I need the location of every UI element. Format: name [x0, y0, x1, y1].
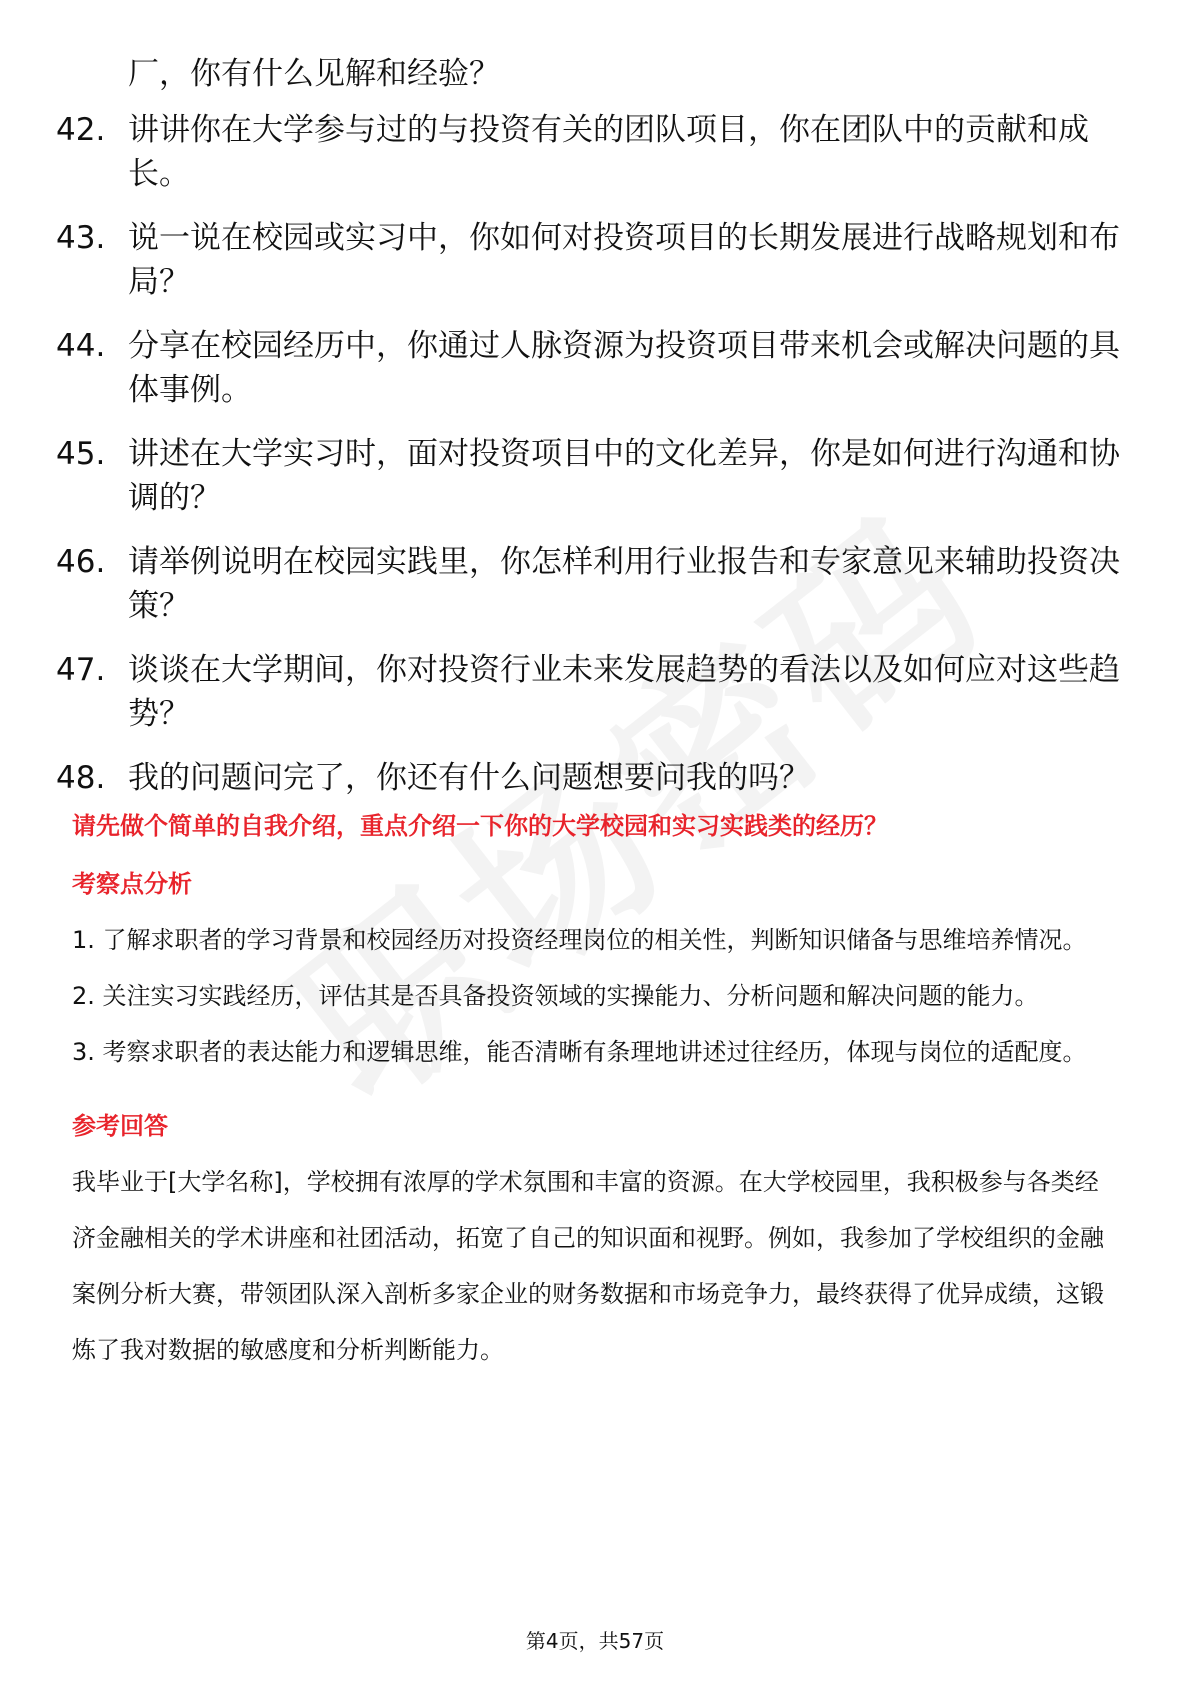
question-text: 谈谈在大学期间，你对投资行业未来发展趋势的看法以及如何应对这些趋势？ — [128, 652, 1120, 732]
question-continuation: 厂，你有什么见解和经验？ — [128, 56, 500, 92]
question-number: 42. — [56, 112, 106, 148]
question-item — [56, 216, 1136, 304]
question-text: 说一说在校园或实习中，你如何对投资项目的长期发展进行战略规划和布局？ — [128, 220, 1120, 300]
question-text: 讲讲你在大学参与过的与投资有关的团队项目，你在团队中的贡献和成长。 — [128, 112, 1089, 192]
analysis-heading: 考察点分析 — [72, 870, 192, 898]
question-item — [56, 432, 1136, 520]
question-text: 分享在校园经历中，你通过人脉资源为投资项目带来机会或解决问题的具体事例。 — [128, 328, 1120, 408]
answer-heading: 参考回答 — [72, 1112, 168, 1140]
analysis-point: 3. 考察求职者的表达能力和逻辑思维，能否清晰有条理地讲述过往经历，体现与岗位的适配度。 — [72, 1038, 1087, 1066]
question-item — [56, 108, 1136, 196]
question-number: 46. — [56, 544, 106, 580]
question-number: 44. — [56, 328, 106, 364]
question-number: 48. — [56, 760, 106, 796]
analysis-list — [72, 912, 1122, 1080]
question-number: 43. — [56, 220, 106, 256]
answer-paragraph: 我毕业于[大学名称]，学校拥有浓厚的学术氛围和丰富的资源。在大学校园里，我积极参与各类经济金融相关的学术讲座和社团活动，拓宽了自己的知识面和视野。例如，我参加了学校组织的金融案例分析大赛，带领团队深入剖析多家企业的财务数据和市场竞争力，最终获得了优异成绩，这锻炼了我对数据的敏感度和分析判断能力。 — [72, 1168, 1104, 1364]
page-footer: 第4页，共57页 — [525, 1629, 665, 1653]
question-number: 47. — [56, 652, 106, 688]
question-item — [56, 648, 1136, 736]
question-text: 请举例说明在校园实践里，你怎样利用行业报告和专家意见来辅助投资决策？ — [128, 544, 1120, 624]
analysis-point: 1. 了解求职者的学习背景和校园经历对投资经理岗位的相关性，判断知识储备与思维培养情况。 — [72, 926, 1087, 954]
question-item — [56, 540, 1136, 628]
detail-section — [72, 808, 1122, 1378]
question-number: 45. — [56, 436, 106, 472]
detail-question-heading: 请先做个简单的自我介绍，重点介绍一下你的大学校园和实习实践类的经历？ — [72, 812, 888, 840]
question-text: 我的问题问完了，你还有什么问题想要问我的吗？ — [128, 760, 810, 796]
question-list — [56, 108, 1136, 820]
question-item — [56, 324, 1136, 412]
question-text: 讲述在大学实习时，面对投资项目中的文化差异，你是如何进行沟通和协调的？ — [128, 436, 1120, 516]
analysis-point: 2. 关注实习实践经历，评估其是否具备投资领域的实操能力、分析问题和解决问题的能力。 — [72, 982, 1039, 1010]
question-item — [56, 756, 1136, 800]
